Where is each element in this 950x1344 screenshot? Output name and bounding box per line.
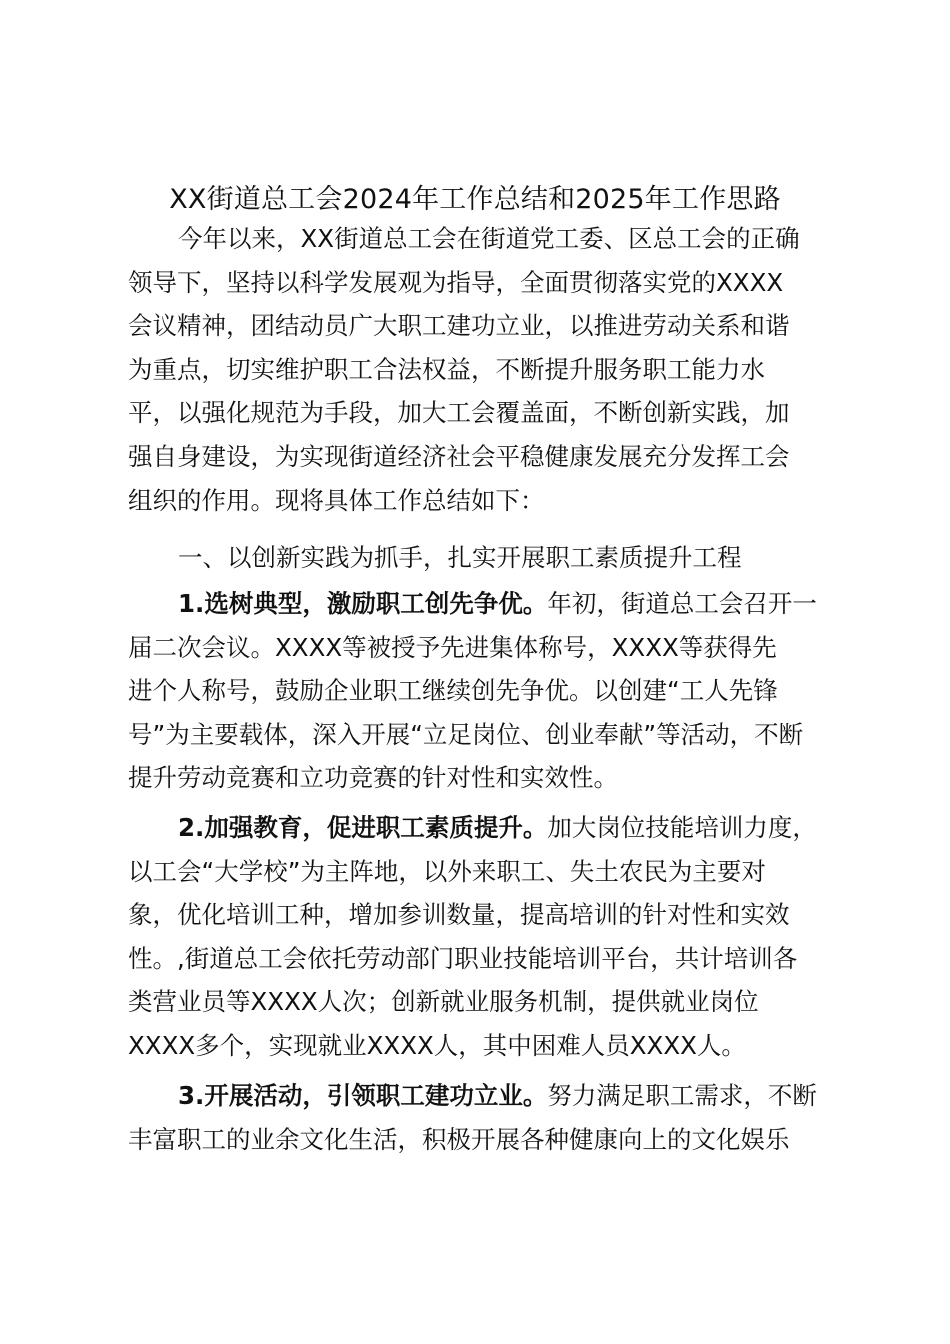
paragraph-first-line — [128, 582, 840, 626]
paragraph-line: 组织的作用。现将具体工作总结如下： — [128, 485, 545, 515]
paragraph-line: 进个人称号，鼓励企业职工继续创先争优。以创建“工人先锋 — [128, 676, 778, 706]
paragraph-first-line — [128, 1074, 840, 1118]
paragraph-line: 丰富职工的业余文化生活，积极开展各种健康向上的文化娱乐 — [128, 1124, 790, 1154]
paragraph-first-line — [128, 806, 840, 850]
item-3-paragraph — [128, 1074, 840, 1161]
item-2-first-rest: 加大岗位技能培训力度， — [547, 813, 817, 842]
section-heading-text: 一、以创新实践为抓手，扎实开展职工素质提升工程 — [178, 543, 742, 572]
paragraph-line: 平，以强化规范为手段，加大工会覆盖面，不断创新实践，加 — [128, 398, 790, 428]
paragraph-line: 今年以来，XX街道总工会在街道党工委、区总工会的正确 — [178, 224, 800, 253]
paragraph-line: XXXX多个，实现就业XXXX人，其中困难人员XXXX人。 — [128, 1030, 746, 1060]
item-2-lead: 2.加强教育，促进职工素质提升。 — [178, 813, 548, 842]
item-1-first-rest: 年初，街道总工会召开一 — [547, 589, 817, 618]
paragraph-line: 提升劳动竞赛和立功竞赛的针对性和实效性。 — [128, 763, 618, 793]
paragraph-line: 领导下，坚持以科学发展观为指导，全面贯彻落实党的XXXX — [128, 267, 784, 297]
section-heading — [128, 536, 840, 580]
paragraph-line: 性。,街道总工会依托劳动部门职业技能培训平台，共计培训各 — [128, 943, 798, 973]
intro-paragraph — [128, 217, 840, 522]
paragraph-line: 会议精神，团结动员广大职工建功立业，以推进劳动关系和谐 — [128, 311, 790, 341]
item-2-paragraph — [128, 806, 840, 1068]
item-3-first-rest: 努力满足职工需求，不断 — [547, 1081, 817, 1110]
paragraph-line: 号”为主要载体，深入开展“立足岗位、创业奉献”等活动，不断 — [128, 719, 804, 749]
paragraph-line: 届二次会议。XXXX等被授予先进集体称号，XXXX等获得先 — [128, 632, 777, 662]
item-1-paragraph — [128, 582, 840, 800]
paragraph-line: 象，优化培训工种，增加参训数量，提高培训的针对性和实效 — [128, 900, 790, 930]
item-3-lead: 3.开展活动，引领职工建功立业。 — [178, 1081, 548, 1110]
paragraph-line: 类营业员等XXXX人次；创新就业服务机制，提供就业岗位 — [128, 987, 759, 1017]
paragraph-line: 以工会“大学校”为主阵地，以外来职工、失土农民为主要对 — [128, 856, 766, 886]
document-title: XX街道总工会2024年工作总结和2025年工作思路 — [169, 184, 781, 215]
paragraph-line: 强自身建设，为实现街道经济社会平稳健康发展充分发挥工会 — [128, 441, 790, 471]
item-1-lead: 1.选树典型，激励职工创先争优。 — [178, 589, 548, 618]
paragraph-line: 为重点，切实维护职工合法权益，不断提升服务职工能力水 — [128, 354, 765, 384]
